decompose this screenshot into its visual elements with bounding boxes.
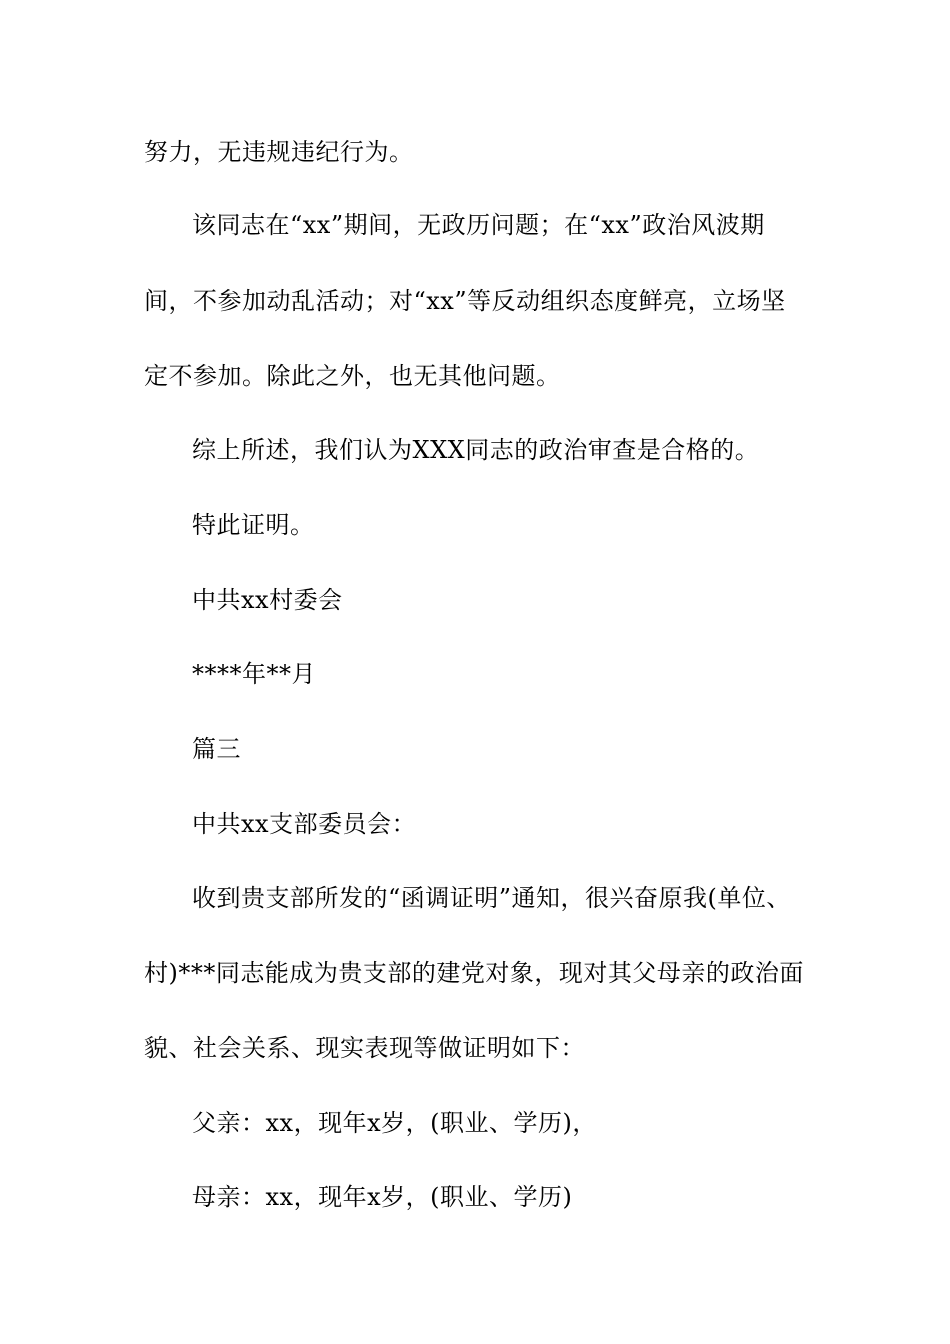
paragraph-line: 貌、社会关系、现实表现等做证明如下： <box>144 1034 585 1062</box>
paragraph-line: 特此证明。 <box>192 511 315 539</box>
addressee: 中共xx支部委员会： <box>192 810 417 838</box>
signature-date: ****年**月 <box>192 660 316 688</box>
mother-info: 母亲：xx，现年x岁，(职业、学历) <box>192 1183 573 1211</box>
paragraph-line: 努力，无违规违纪行为。 <box>144 138 414 166</box>
section-heading: 篇三 <box>192 735 241 763</box>
paragraph-line: 综上所述，我们认为XXX同志的政治审查是合格的。 <box>192 436 760 464</box>
paragraph-line: 定不参加。除此之外，也无其他问题。 <box>144 362 561 390</box>
paragraph-line: 间，不参加动乱活动；对“xx”等反动组织态度鲜亮，立场坚 <box>144 287 786 315</box>
signature-organization: 中共xx村委会 <box>192 586 343 614</box>
father-info: 父亲：xx，现年x岁，(职业、学历)， <box>192 1109 597 1137</box>
paragraph-line: 村)***同志能成为贵支部的建党对象，现对其父母亲的政治面 <box>144 959 804 987</box>
paragraph-line: 该同志在“xx”期间，无政历问题；在“xx”政治风波期 <box>192 211 765 239</box>
paragraph-line: 收到贵支部所发的“函调证明”通知，很兴奋原我(单位、 <box>192 884 791 912</box>
